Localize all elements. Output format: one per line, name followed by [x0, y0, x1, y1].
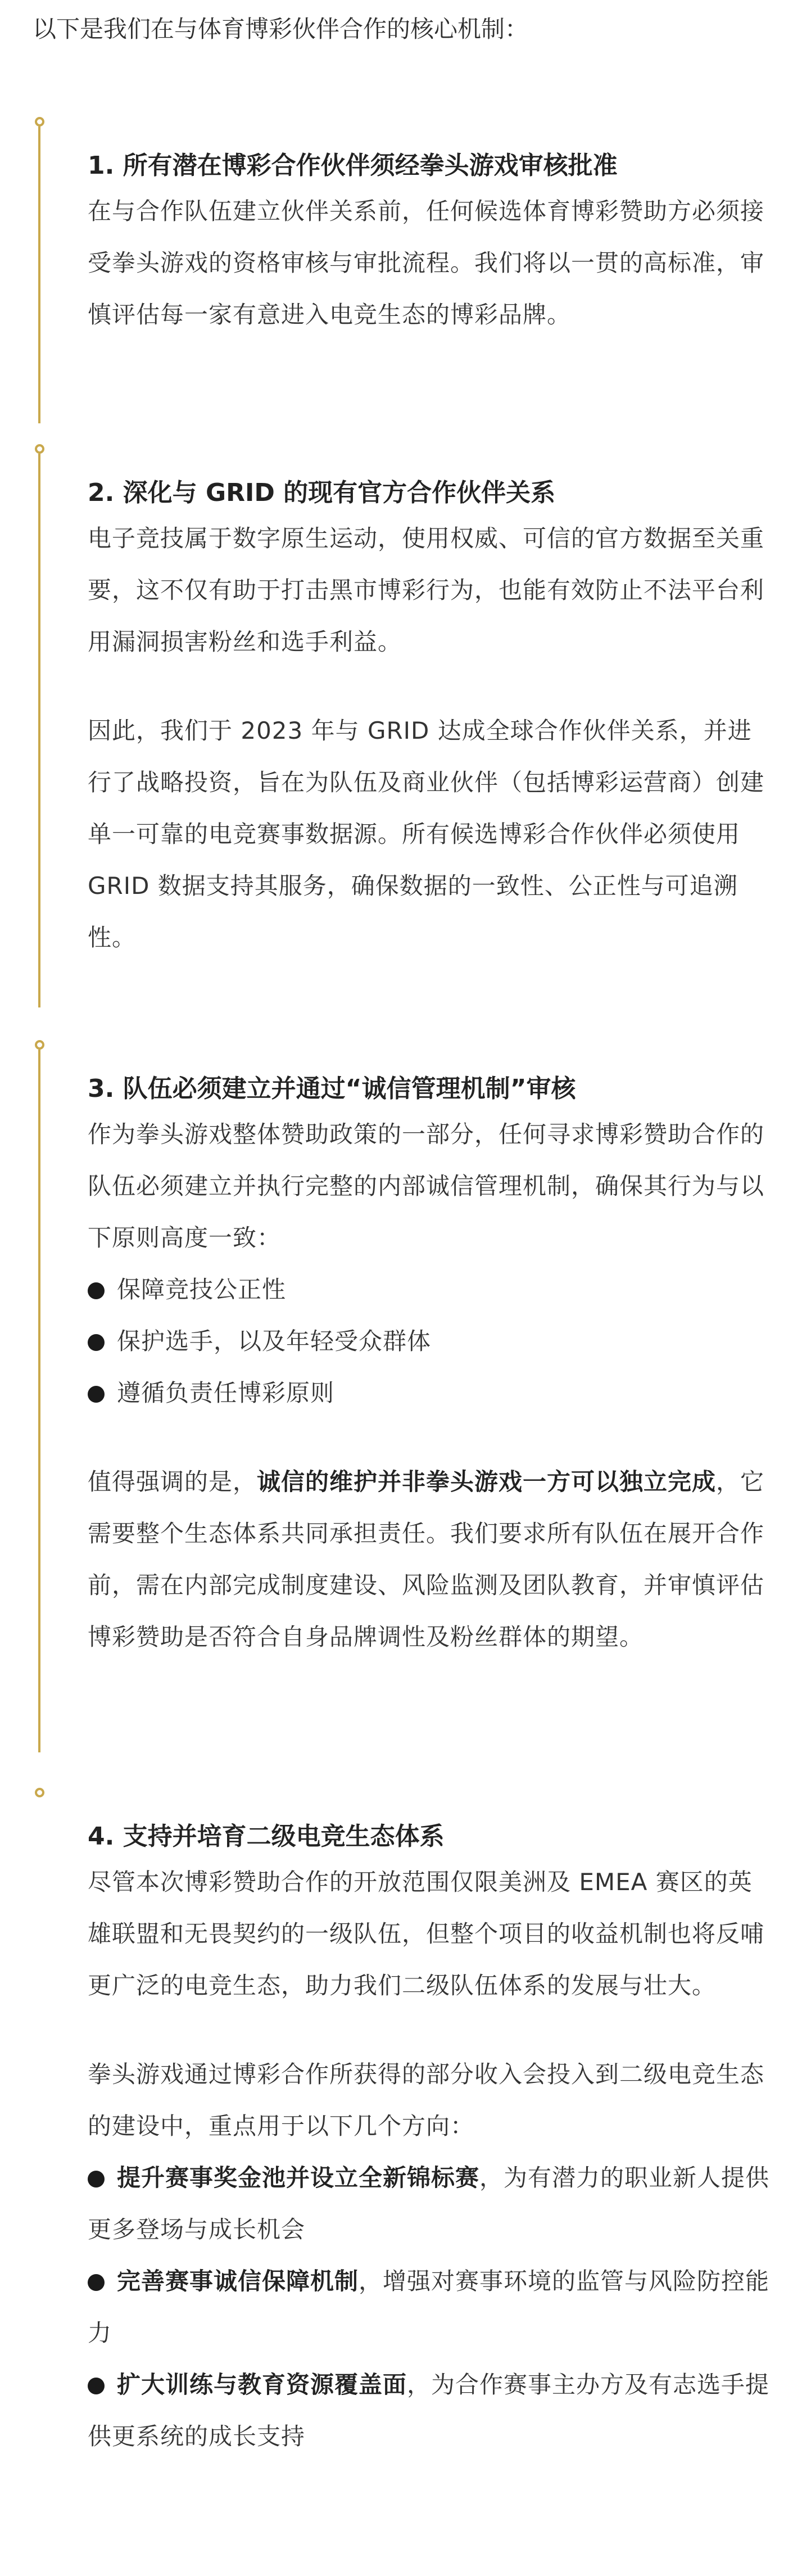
section-1-paragraph: 在与合作队伍建立伙伴关系前，任何候选体育博彩赞助方必须接受拳头游戏的资格审核与审批流程。我们将以一贯的高标准，审慎评估每一家有意进入电竞生态的博彩品牌。 — [88, 197, 765, 328]
section-4-heading: 4. 支持并培育二级电竞生态体系 — [88, 1822, 445, 1851]
emphasis-text: 诚信的维护并非拳头游戏一方可以独立完成 — [257, 1468, 717, 1495]
list-item: 保护选手，以及年轻受众群体 — [88, 1316, 773, 1367]
section-1 — [35, 117, 765, 425]
intro-text: 以下是我们在与体育博彩伙伴合作的核心机制： — [33, 15, 529, 43]
section-2-content — [88, 473, 773, 964]
bullet-icon — [88, 2274, 105, 2291]
section-4-paragraph-2: 拳头游戏通过博彩合作所获得的部分收入会投入到二级电竞生态的建设中，重点用于以下几个方向： — [88, 2060, 765, 2140]
section-4-content — [88, 1817, 773, 2462]
list-item: 完善赛事诚信保障机制，增强对赛事环境的监管与风险防控能力 — [88, 2267, 770, 2347]
list-item: 保障竞技公正性 — [88, 1264, 773, 1316]
timeline-dot-icon — [35, 1040, 44, 1050]
timeline-line — [38, 454, 40, 1007]
timeline-line — [38, 1050, 40, 1752]
section-3-paragraph-1: 作为拳头游戏整体赞助政策的一部分，任何寻求博彩赞助合作的队伍必须建立并执行完整的内部诚信管理机制，确保其行为与以下原则高度一致： — [88, 1120, 765, 1251]
bullet-icon — [88, 1334, 105, 1351]
timeline-line — [38, 126, 40, 423]
section-3-heading: 3. 队伍必须建立并通过“诚信管理机制”审核 — [88, 1074, 576, 1103]
section-3-paragraph-2: 值得强调的是，诚信的维护并非拳头游戏一方可以独立完成，它需要整个生态体系共同承担责任。我们要求所有队伍在展开合作前，需在内部完成制度建设、风险监测及团队教育，并审慎评估博彩赞助是否符合自身品牌调性及粉丝群体的期望。 — [88, 1468, 765, 1651]
section-2-paragraph-2: 因此，我们于 2023 年与 GRID 达成全球合作伙伴关系，并进行了战略投资，旨在为队伍及商业伙伴（包括博彩运营商）创建单一可靠的电竞赛事数据源。所有候选博彩合作伙伴必须使用 GRID 数据支持其服务，确保数据的一致性、公正性与可追溯性。 — [88, 717, 765, 951]
list-item: 遵循负责任博彩原则 — [88, 1367, 773, 1419]
section-2-heading: 2. 深化与 GRID 的现有官方合作伙伴关系 — [88, 478, 556, 507]
bullet-icon — [88, 2171, 105, 2188]
section-2-paragraph-1: 电子竞技属于数字原生运动，使用权威、可信的官方数据至关重要，这不仅有助于打击黑市博彩行为，也能有效防止不法平台利用漏洞损害粉丝和选手利益。 — [88, 525, 765, 656]
section-1-heading: 1. 所有潜在博彩合作伙伴须经拳头游戏审核批准 — [88, 151, 618, 180]
bullet-icon — [88, 1282, 105, 1299]
bullet-icon — [88, 1386, 105, 1403]
section-4-bullet-list — [88, 2152, 773, 2462]
timeline-dot-icon — [35, 1788, 44, 1797]
section-4 — [35, 1788, 770, 2575]
timeline-dot-icon — [35, 444, 44, 454]
section-3-content — [88, 1069, 773, 1663]
section-4-paragraph-1: 尽管本次博彩赞助合作的开放范围仅限美洲及 EMEA 赛区的英雄联盟和无畏契约的一级队伍，但整个项目的收益机制也将反哺更广泛的电竞生态，助力我们二级队伍体系的发展与壮大。 — [88, 1868, 765, 1999]
section-3-bullet-list — [88, 1264, 773, 1419]
timeline-dot-icon — [35, 117, 44, 126]
section-1-content — [88, 146, 773, 341]
section-3 — [35, 1040, 765, 1754]
bullet-icon — [88, 2378, 105, 2394]
list-item: 扩大训练与教育资源覆盖面，为合作赛事主办方及有志选手提供更系统的成长支持 — [88, 2371, 770, 2450]
section-2 — [35, 444, 765, 1009]
list-item: 提升赛事奖金池并设立全新锦标赛，为有潜力的职业新人提供更多登场与成长机会 — [88, 2164, 770, 2243]
